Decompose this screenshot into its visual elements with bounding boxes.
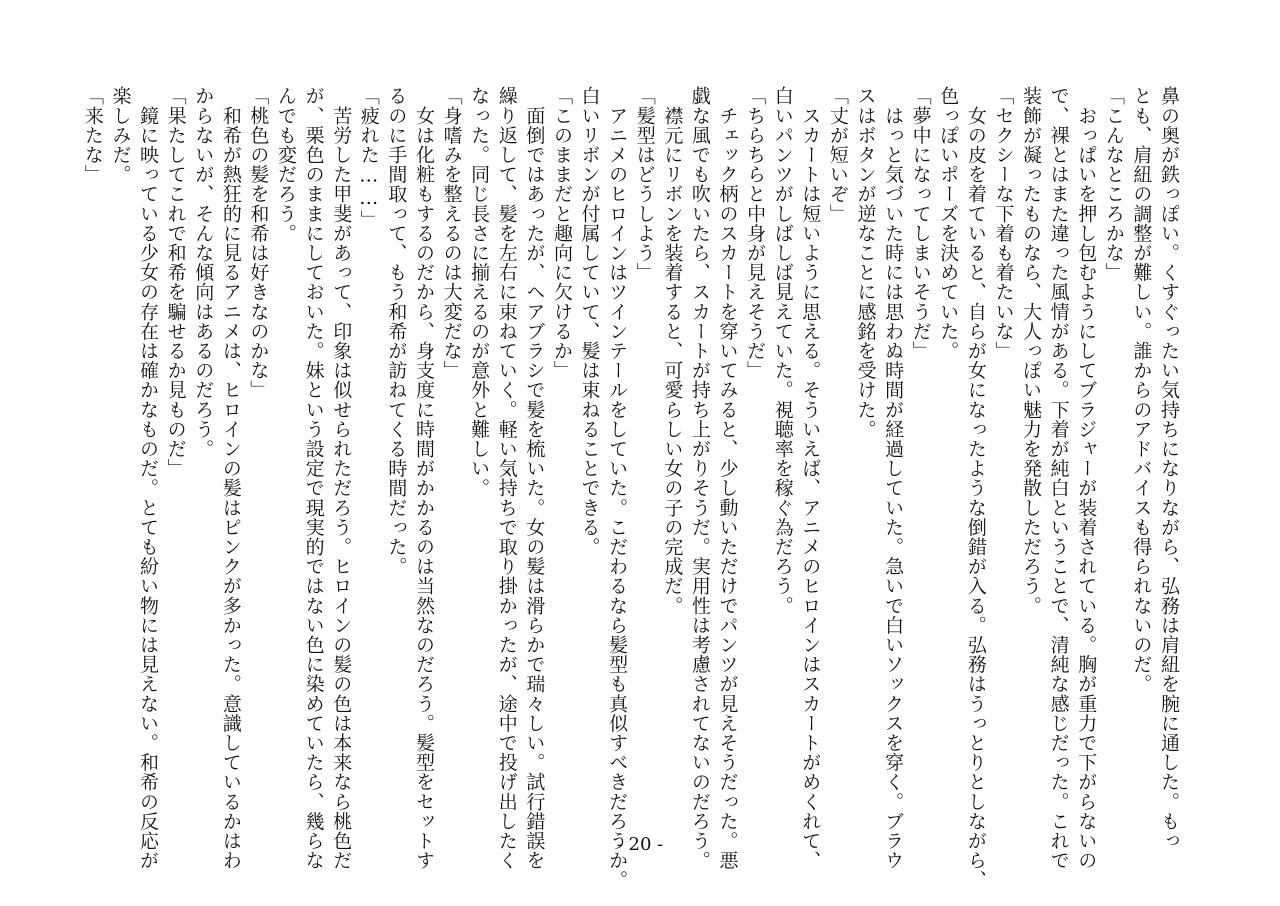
text-line: で、裸とはまた違った風情がある。下着が純白ということで、清純な感じだった。これで: [1047, 86, 1070, 870]
text-line: 繰り返して、髪を左右に束ねていく。軽い気持ちで取り掛かったが、途中で投げ出したく: [495, 86, 518, 870]
text-line: 鏡に映っている少女の存在は確かなものだ。とても紛い物には見えない。和希の反応が: [137, 86, 160, 870]
text-line: 「こんなところかな」: [1102, 86, 1125, 282]
text-line: 「身嗜みを整えるのは大変だな」: [440, 86, 463, 380]
text-line: 「セクシーな下着も着たいな」: [992, 86, 1015, 361]
text-line: 襟元にリボンを装着すると、可愛らしい女の子の完成だ。: [661, 86, 684, 616]
text-line: 面倒ではあったが、ヘアブラシで髪を梳いた。女の髪は滑らかで瑞々しい。試行錯誤を: [523, 86, 546, 870]
text-line: 苦労した甲斐があって、印象は似せられただろう。ヒロインの髪の色は本来なら桃色だ: [330, 86, 353, 870]
text-line: 白いパンツがしばしば見えていた。視聴率を稼ぐ為だろう。: [771, 86, 794, 616]
text-line: 楽しみだ。: [109, 86, 132, 184]
page-number: - 20 -: [616, 834, 664, 855]
text-line: 白いリボンが付属していて、髪は束ねることできる。: [578, 86, 601, 557]
text-line: 女の皮を着ていると、自らが女になったような倒錯が入る。弘務はうっとりとしながら、: [964, 86, 987, 890]
text-line: 「丈が短いぞ」: [826, 86, 849, 224]
text-line: 「髪型はどうしよう」: [633, 86, 656, 282]
text-line: 色っぽいポーズを決めていた。: [937, 86, 960, 361]
text-line: スカートは短いように思える。そういえば、アニメのヒロインはスカートがめくれて、: [799, 86, 822, 870]
text-line: なった。同じ長さに揃えるのが意外と難しい。: [468, 86, 491, 498]
text-line: アニメのヒロインはツインテールをしていた。こだわるなら髪型も真似すべきだろうか。: [606, 86, 629, 890]
text-line: 「来たな」: [81, 86, 104, 184]
text-line: るのに手間取って、もう和希が訪ねてくる時間だった。: [385, 86, 408, 576]
text-line: 「桃色の髪を和希は好きなのかな」: [247, 86, 270, 400]
text-line: 和希が熱狂的に見るアニメは、ヒロインの髪はピンクが多かった。意識しているかはわ: [219, 86, 242, 870]
text-line: はっと気づいた時には思わぬ時間が経過していた。急いで白いソックスを穿く。ブラウ: [882, 86, 905, 870]
text-line: 戯な風でも吹いたら、スカートが持ち上がりそうだ。実用性は考慮されてないのだろう。: [688, 86, 711, 870]
text-line: からないが、そんな傾向はあるのだろう。: [192, 86, 215, 459]
text-line: スはボタンが逆なことに感銘を受けた。: [854, 86, 877, 439]
text-line: おっぱいを押し包むようにしてブラジャーが装着されている。胸が重力で下がらないの: [1075, 86, 1098, 870]
text-line: 女は化粧もするのだから、身支度に時間がかかるのは当然なのだろう。髪型をセットす: [412, 86, 435, 870]
text-line: とも、肩紐の調整が難しい。誰からのアドバイスも得られないのだ。: [1130, 86, 1153, 694]
text-line: チェック柄のスカートを穿いてみると、少し動いただけでパンツが見えそうだった。悪: [716, 86, 739, 870]
text-line: 「ちらちらと中身が見えそうだ」: [744, 86, 767, 380]
text-line: 装飾が凝ったものなら、大人っぽい魅力を発散しただろう。: [1020, 86, 1043, 616]
text-line: 「疲れた……」: [357, 86, 380, 230]
text-line: んでも変だろう。: [275, 86, 297, 243]
text-line: が、栗色のままにしておいた。妹という設定で現実的ではない色に染めていたら、幾らな: [302, 86, 325, 870]
text-line: 鼻の奥が鉄っぽい。くすぐったい気持ちになりながら、弘務は肩紐を腕に通した。もっ: [1158, 86, 1180, 851]
text-line: 「夢中になってしまいそうだ」: [909, 86, 932, 361]
text-line: 「果たしてこれで和希を騙せるか見ものだ」: [164, 86, 187, 478]
text-line: 「このままだと趣向に欠けるか」: [550, 86, 573, 380]
